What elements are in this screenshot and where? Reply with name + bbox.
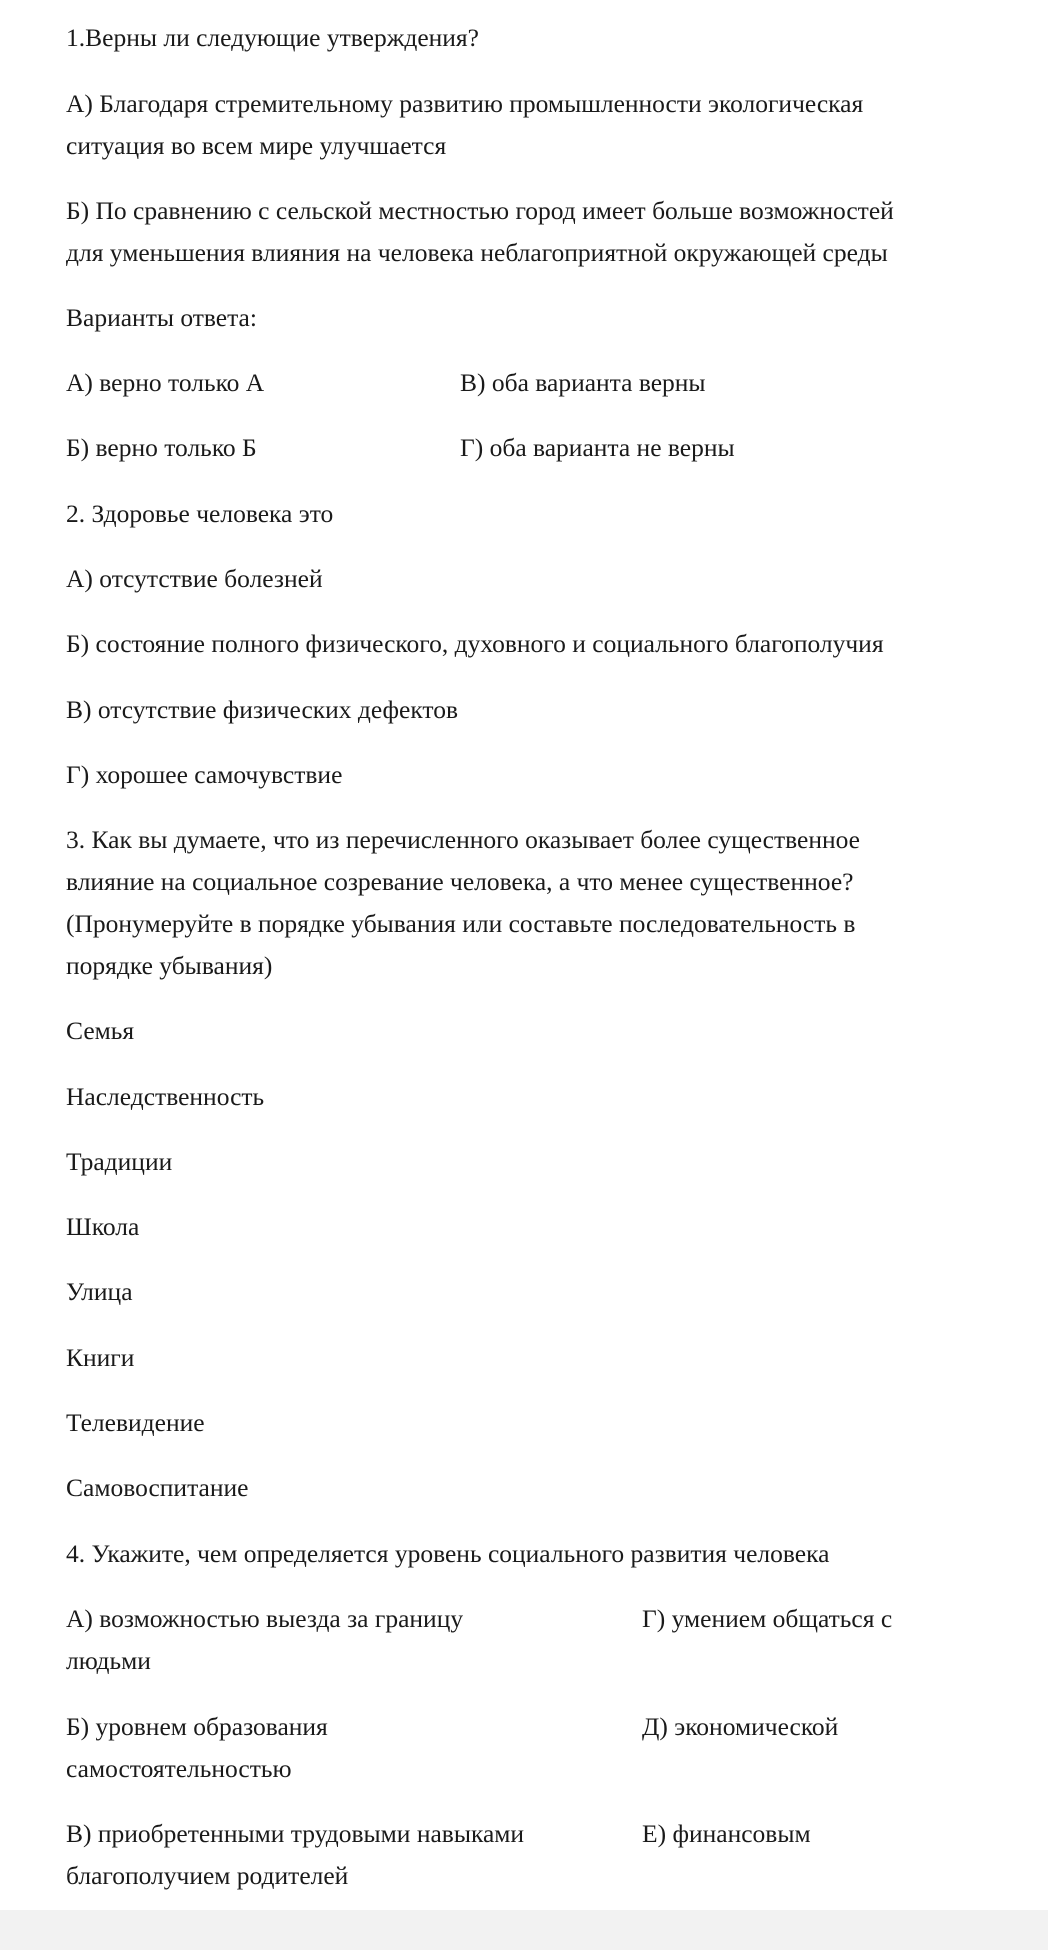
q4-option-b: Б) уровнем образования [66, 1712, 328, 1741]
q4-question: 4. Укажите, чем определяется уровень социального развития человека [66, 1539, 830, 1568]
q4-option-a: А) возможностью выезда за границу [66, 1604, 464, 1633]
q3-item: Улица [66, 1277, 133, 1306]
q2-option-b: Б) состояние полного физического, духовного и социального благополучия [66, 629, 884, 658]
q3-item: Книги [66, 1343, 135, 1372]
q2-option-g: Г) хорошее самочувствие [66, 760, 343, 789]
q4-option-e-line2: благополучием родителей [66, 1861, 349, 1890]
q1-statement-a-line1: А) Благодаря стремительному развитию промышленности экологическая [66, 89, 864, 118]
q1-statement-b-line1: Б) По сравнению с сельской местностью город имеет больше возможностей [66, 196, 894, 225]
q2-option-a: А) отсутствие болезней [66, 564, 323, 593]
q1-option-a: А) верно только А [66, 368, 265, 397]
q1-variants-label: Варианты ответа: [66, 303, 257, 332]
q3-item: Семья [66, 1016, 135, 1045]
q4-option-d-line2: самостоятельностью [66, 1754, 292, 1783]
q4-option-d-line1: Д) экономической [642, 1712, 839, 1741]
q3-question-line2: влияние на социальное созревание человека, а что менее существенное? [66, 867, 854, 896]
q1-option-g: Г) оба варианта не верны [460, 433, 735, 462]
q1-question: 1.Верны ли следующие утверждения? [66, 23, 479, 52]
q1-statement-a-line2: ситуация во всем мире улучшается [66, 131, 447, 160]
q4-option-g-line2: людьми [66, 1646, 151, 1675]
q3-question-line1: 3. Как вы думаете, что из перечисленного оказывает более существенное [66, 825, 860, 854]
q1-option-v: В) оба варианта верны [460, 368, 706, 397]
q2-question: 2. Здоровье человека это [66, 499, 334, 528]
q3-item: Школа [66, 1212, 140, 1241]
q4-option-e-line1: Е) финансовым [642, 1819, 811, 1848]
q4-option-v: В) приобретенными трудовыми навыками [66, 1819, 525, 1848]
q3-item: Самовоспитание [66, 1473, 249, 1502]
q3-item: Традиции [66, 1147, 173, 1176]
q4-option-g-line1: Г) умением общаться с [642, 1604, 893, 1633]
q3-question-line4: порядке убывания) [66, 951, 273, 980]
q3-item: Наследственность [66, 1082, 265, 1111]
q3-question-line3: (Пронумеруйте в порядке убывания или составьте последовательность в [66, 909, 856, 938]
q2-option-v: В) отсутствие физических дефектов [66, 695, 459, 724]
q1-option-b: Б) верно только Б [66, 433, 257, 462]
q1-statement-b-line2: для уменьшения влияния на человека неблагоприятной окружающей среды [66, 238, 888, 267]
q3-item: Телевидение [66, 1408, 205, 1437]
